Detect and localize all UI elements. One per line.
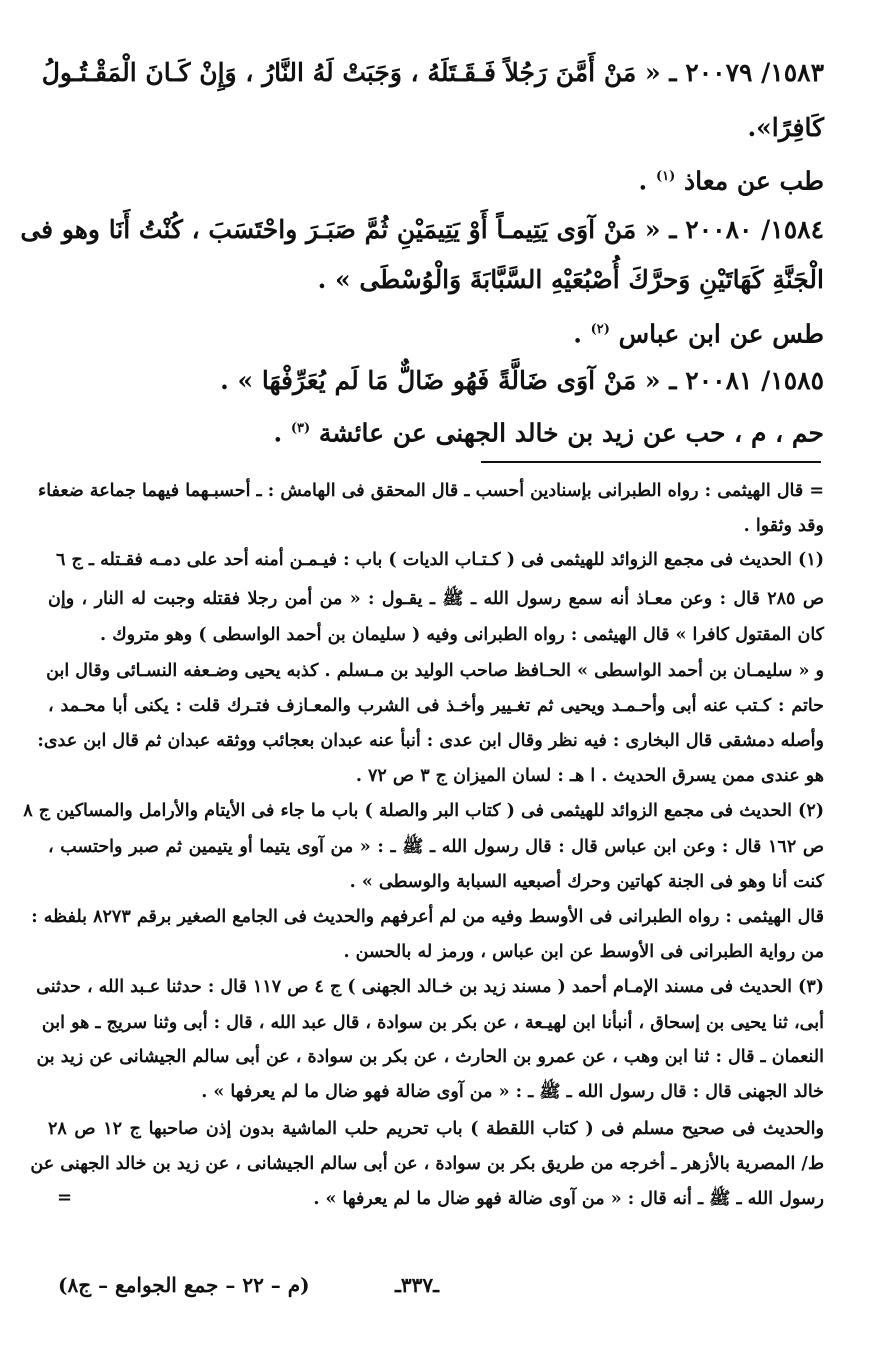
footnote-1-line-2: ص ٢٨٥ قال : وعن معـاذ أنه سمع رسول الله ـ ﷺ ـ يقـول : « من أمن رجلا فقتله وجبت له النار ، وإن — [48, 589, 824, 609]
footnote-3-line-4: خالد الجهنى قال : قال رسول الله ـ ﷺ ـ : « من آوى ضالة فهو ضال ما لم يعرفها » . — [201, 1082, 824, 1102]
footnote-3-line-3: النعمان ـ قال : ثنا ابن وهب ، عن عمرو بن الحارث ، عن بكر بن سوادة ، عن أبى سالم الجيشانى عن زيد بن — [36, 1047, 824, 1067]
footnote-2-line-2: ص ١٦٢ قال : وعن ابن عباس قال : قال رسول الله ـ ﷺ ـ : « من آوى يتيما أو يتيمين ثم صبر واحتسب ، — [48, 837, 824, 857]
footnote-2-line-4: قال الهيثمى : رواه الطبرانى فى الأوسط وفيه من لم أعرفهم والحديث فى الجامع الصغير برقم ٨٢٧٣ بلفظه : — [31, 907, 824, 927]
footnote-3-text: الحديث فى مسند الإمـام أحمد ( مسند زيد بن خـالد الجهنى ) ج ٤ ص ١١٧ قال : حدثنا عـبد الله ، حدثنى — [36, 977, 792, 997]
footnote-1-line-7: هو عندى ممن يسرق الحديث . ا هـ : لسان الميزان ج ٣ ص ٧٢ . — [355, 766, 824, 786]
footnote-ref-1: (١) — [655, 169, 676, 184]
footnote-3-number: (٣) — [798, 977, 824, 997]
footnote-3-line-7 — [48, 1187, 824, 1211]
source-text: حم ، م ، حب عن زيد بن خالد الجهنى عن عائشة — [318, 418, 824, 448]
source-1585 — [48, 412, 824, 450]
source-text: طب عن معاذ — [683, 166, 824, 196]
hadith-1583-line-1: ١٥٨٣/ ٢٠٠٧٩ ـ « مَنْ أَمَّنَ رَجُلاً فَـقَـتَلَهُ ، وَجَبَتْ لَهُ النَّارُ ، وَإِنْ كَـانَ الْمَقْـتُـولُ — [41, 58, 824, 87]
footnote-3-line-6: ط/ المصرية بالأزهر ـ أخرجه من طريق بكر بن سوادة ، عن أبى سالم الجيشانى ، عن زيد بن خالد الجهنى عن — [30, 1154, 824, 1174]
source-end: . — [273, 418, 283, 448]
source-end: . — [638, 166, 648, 196]
footnote-3-line-2: أبى، ثنا يحيى بن إسحاق ، أنبأنا ابن لهيـعة ، عن بكر بن سوادة ، قال عبد الله ، قال : أبى وثنا سريج ـ هو ابن — [41, 1013, 824, 1033]
footnote-1-line-1 — [48, 548, 824, 572]
continuation-mark: = — [57, 1187, 73, 1208]
footnote-1-line-5: حاتم : كـتب عنه أبى وأحـمـد ويحيى ثم تغـيير وأخـذ فى الشرب والمعـازف فتـرك قلت : يكنى أبا محـمد ، — [48, 696, 824, 716]
footnote-1-line-3: كان المقتول كافرا » قال الهيثمى : رواه الطبرانى وفيه ( سليمان بن أحمد الواسطى ) وهو متروك . — [100, 625, 824, 645]
footnote-ref-3: (٣) — [290, 421, 311, 436]
book-reference: (م – ٢٢ – جمع الجوامع – ج٨) — [58, 1273, 310, 1297]
footnote-2-number: (٢) — [798, 801, 824, 821]
footnote-2-text: الحديث فى مجمع الزوائد للهيثمى فى ( كتاب البر والصلة ) باب ما جاء فى الأيتام والأرامل والمساكين ج ٨ — [23, 801, 792, 821]
footnote-divider — [481, 461, 821, 463]
footnote-2-line-1 — [23, 799, 824, 823]
footnote-continuation-line-2: وقد وثقوا . — [743, 516, 824, 536]
footnote-3-line-1 — [36, 975, 824, 999]
hadith-1583-line-2: كَافِرًا». — [747, 113, 824, 142]
footnote-1-text: الحديث فى مجمع الزوائد للهيثمى فى ( كـتـاب الديات ) باب : فيـمـن أمنه أحد على دمـه فقـتله ـ ج ٦ — [56, 550, 792, 570]
page-number: ـ٣٣٧ـ — [395, 1273, 439, 1297]
footnote-3-text: رسول الله ـ ﷺ ـ أنه قال : « من آوى ضالة فهو ضال ما لم يعرفها » . — [313, 1189, 824, 1209]
source-end: . — [573, 319, 582, 349]
footnote-1-line-4: و « سليمـان بن أحمد الواسطى » الحـافظ صاحب الوليد بن مـسلم . كذبه يحيى وضـعفه النسـائى وقال ابن — [46, 661, 824, 681]
source-1584 — [48, 313, 824, 351]
footnote-2-line-3: كنت أنا وهو فى الجنة كهاتين وحرك أصبعيه السبابة والوسطى » . — [349, 872, 824, 892]
source-text: طس عن ابن عباس — [618, 319, 824, 349]
footnote-1-line-6: وأصله دمشقى قال البخارى : فيه نظر وقال ابن عدى : أنبأ عنه عبدان بعجائب ووثقه عبدان ثم قال ابن عدى: — [37, 731, 824, 751]
hadith-1584-line-1: ١٥٨٤/ ٢٠٠٨٠ ـ « مَنْ آوَى يَتِيمـاً أَوْ يَتِيمَيْنِ ثُمَّ صَبَـرَ واحْتَسَبَ ، كُنْتُ أَنَا وهو فى — [20, 215, 824, 244]
hadith-1584-line-2: الْجَنَّةِ كَهَاتَيْنِ وَحرَّكَ أُصْبُعَيْهِ السَّبَّابَةَ وَالْوُسْطَى » . — [317, 265, 824, 294]
footnote-2-line-5: من رواية الطبرانى فى الأوسط عن ابن عباس ، ورمز له بالحسن . — [343, 942, 824, 962]
source-1583 — [48, 160, 824, 198]
footnote-continuation-line-1: = قال الهيثمى : رواه الطبرانى بإسنادين أحسب ـ قال المحقق فى الهامش : ـ أحسبـهما فيهما جماعة ضعفاء — [38, 481, 824, 501]
hadith-1585-line-1: ١٥٨٥/ ٢٠٠٨١ ـ « مَنْ آوَى ضَالَّةً فَهُو ضَالٌّ مَا لَم يُعَرِّفْهَا » . — [220, 366, 824, 395]
footnote-1-number: (١) — [798, 550, 824, 570]
footnote-ref-2: (٢) — [590, 322, 610, 337]
footnote-3-line-5: والحديث فى صحيح مسلم فى ( كتاب اللقطة ) باب تحريم حلب الماشية بدون إذن صاحبها ج ١٢ ص ٢٨ — [48, 1119, 824, 1139]
